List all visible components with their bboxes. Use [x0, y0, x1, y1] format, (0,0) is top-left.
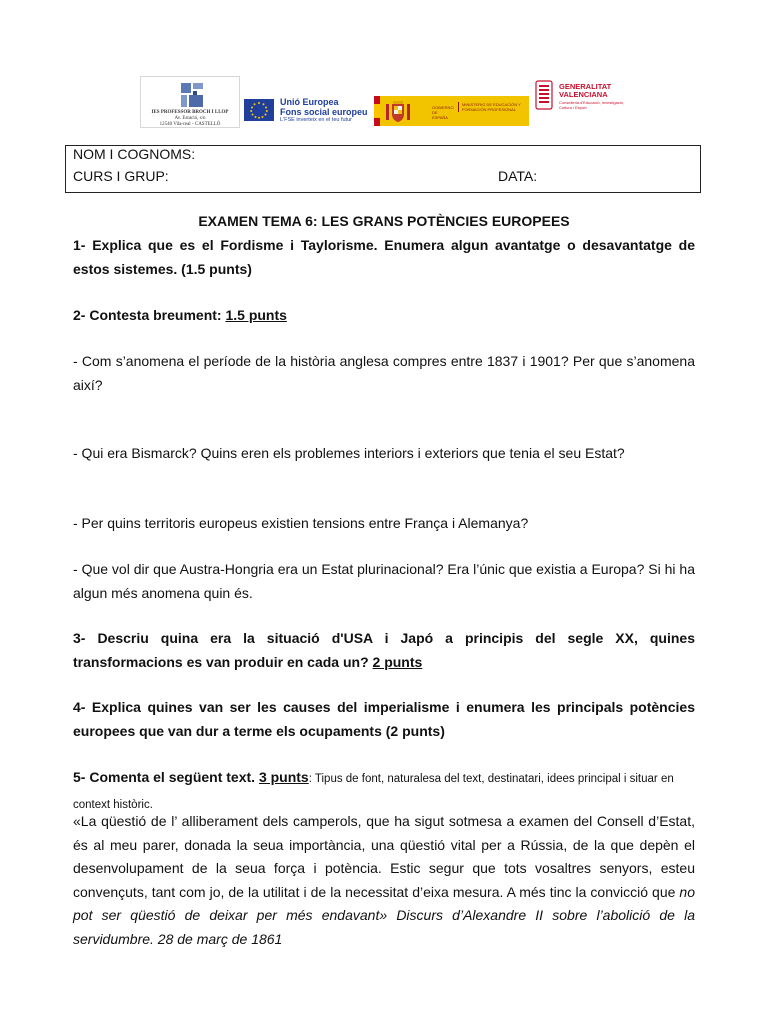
ministry-label: MINISTERIO DE EDUCACIÓN Y FORMACIÓN PROFESIONAL — [458, 102, 532, 112]
generalitat-title-1: GENERALITAT — [559, 82, 612, 91]
spain-coat-of-arms-icon — [384, 101, 412, 123]
question-4: 4- Explica quines van ser les causes del imperialisme i enumera les principals potències europees que van dur a terme els ocupaments (2 punts) — [73, 699, 695, 739]
question-2 — [73, 304, 695, 328]
school-city: 12540 Vila-real - CASTELLÓ — [159, 122, 221, 127]
generalitat-emblem-icon — [535, 80, 553, 110]
name-label: NOM I COGNOMS: — [73, 146, 196, 162]
eu-logo — [240, 96, 372, 126]
group-label: CURS I GRUP: — [73, 168, 169, 184]
historical-quote — [73, 810, 695, 951]
quote-source: no pot ser qüestió de deixar per més endavant» Discurs d’Alexandre II sobre l’abolició de la servidumbre. 28 de març de 1861 — [73, 883, 695, 947]
spain-government-label: GOBIERNO DE ESPAÑA — [432, 105, 454, 120]
question-2-text: 2- Contesta breument: — [73, 307, 226, 323]
eu-logo-subtitle: Fons social europeu — [280, 107, 368, 117]
school-emblem-icon — [179, 81, 207, 109]
question-5-points: 3 punts — [258, 769, 309, 785]
question-5-text: 5- Comenta el següent text. — [73, 769, 259, 785]
exam-title: EXAMEN TEMA 6: LES GRANS POTÈNCIES EUROPEES — [198, 213, 570, 229]
spain-flag-icon — [374, 96, 380, 126]
generalitat-title-2: VALENCIANA — [559, 90, 608, 99]
question-2a: - Com s’anomena el període de la història anglesa compres entre 1837 i 1901? Per que s’anomena així? — [73, 353, 695, 393]
school-address: Av. Estació, s/n — [174, 116, 206, 121]
eu-flag-icon — [244, 99, 274, 121]
student-info-box — [65, 145, 701, 193]
spain-government-logo — [374, 96, 530, 126]
question-2-points: 1.5 punts — [225, 307, 287, 323]
eu-logo-title: Unió Europea — [280, 97, 339, 107]
school-logo — [140, 76, 240, 128]
question-2b: - Qui era Bismarck? Quins eren els problemes interiors i exteriors que tenia el seu Estat? — [73, 445, 625, 461]
generalitat-logo — [529, 66, 628, 128]
question-3-points: 2 punts — [372, 653, 423, 670]
generalitat-department: Conselleria d'Educació, Investigació, Cultura i Esport — [559, 100, 625, 110]
question-3-text: 3- Descriu quina era la situació d'USA i Japó a principis del segle XX, quines transformacions es van produir en cada un? — [73, 630, 695, 670]
date-label: DATA: — [498, 168, 538, 184]
eu-logo-tagline: L'FSE inverteix en el teu futur — [280, 117, 352, 123]
question-5-instructions: : Tipus de font, naturalesa del text, destinatari, idees principal i situar en context històric. — [73, 773, 674, 811]
question-2c: - Per quins territoris europeus existien tensions entre França i Alemanya? — [73, 515, 529, 531]
quote-text: «La qüestió de l’ alliberament dels camperols, que ha sigut sotmesa a examen del Consell d’Estat, és al meu parer, donada la seua importància, una qüestió vital per a Rússia, de la que depèn el desenvolupament de la seua força i potència. Estic segur que tots vosaltres senyors, esteu convençuts, tant com jo, de la utilitat i de la necessitat d’eixa mesura. A més tinc la convicció que — [73, 813, 695, 900]
header-logos — [140, 66, 630, 128]
school-name: IES PROFESSOR BROCH I LLOP — [151, 110, 229, 115]
question-2d: - Que vol dir que Austra-Hongria era un Estat plurinacional? Era l’únic que existia a Europa? Si hi ha algun més anomena quin és. — [73, 561, 695, 601]
question-3 — [73, 627, 695, 674]
question-1: 1- Explica que es el Fordisme i Taylorisme. Enumera algun avantatge o desavantatge de estos sistemes. (1.5 punts) — [73, 237, 695, 277]
